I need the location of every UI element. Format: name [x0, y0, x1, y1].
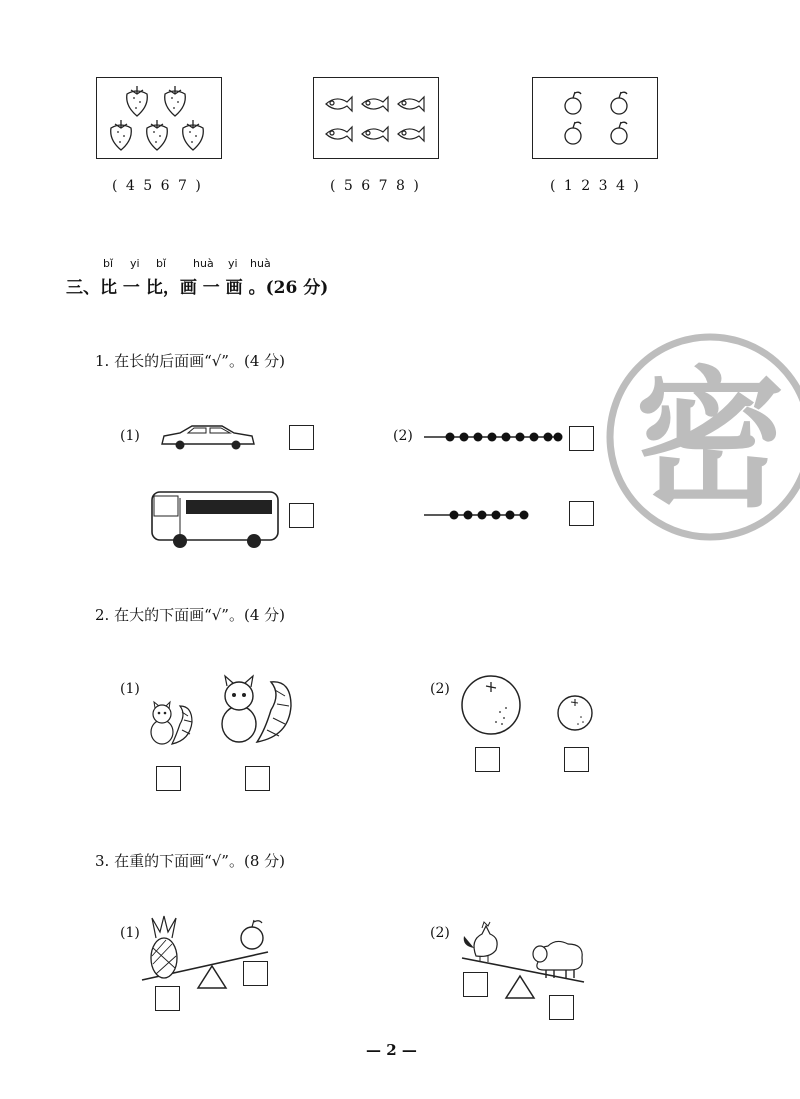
fish-icon — [398, 97, 424, 111]
q1-box-bus[interactable] — [289, 503, 314, 528]
pinyin-yi2: yi — [228, 257, 238, 270]
rooster-icon — [464, 922, 497, 962]
orange-icon — [460, 674, 522, 736]
choices-2: ( 5 6 7 8 ) — [330, 178, 421, 194]
fish-icons — [314, 78, 438, 158]
q1-box-long-string[interactable] — [569, 426, 594, 451]
strawberry-icon — [147, 120, 168, 150]
strawberry-frame — [96, 77, 222, 159]
q3-box-apple[interactable] — [243, 961, 268, 986]
squirrel-icon — [215, 676, 295, 746]
q3-box-pineapple[interactable] — [155, 986, 180, 1011]
q1-box-car[interactable] — [289, 425, 314, 450]
pinyin-yi1: yi — [130, 257, 140, 270]
q2-box-small-squirrel[interactable] — [156, 766, 181, 791]
q1-label-2: (2) — [393, 428, 413, 444]
q2-box-small-orange[interactable] — [564, 747, 589, 772]
sheep-icon — [533, 941, 582, 978]
fish-icon — [398, 127, 424, 141]
fish-icon — [326, 127, 352, 141]
page-number: — 2 — — [366, 1041, 417, 1059]
pinyin-bi1: bǐ — [103, 257, 114, 270]
q2-label-1: (1) — [120, 681, 140, 697]
orange-icon — [555, 693, 595, 733]
strawberry-icon — [165, 86, 186, 116]
apple-icons — [533, 78, 657, 158]
section-title: 三、比 一 比，画 一 画 。(26 分) — [66, 278, 329, 298]
q3-label-1: (1) — [120, 925, 140, 941]
apple-icon — [241, 920, 263, 949]
strawberry-icon — [111, 120, 132, 150]
apple-frame — [532, 77, 658, 159]
q1-label-1: (1) — [120, 428, 140, 444]
strawberry-icons — [97, 78, 221, 158]
q1-box-short-string[interactable] — [569, 501, 594, 526]
pineapple-icon — [151, 916, 177, 978]
choices-3: ( 1 2 3 4 ) — [550, 178, 641, 194]
bus-icon — [150, 488, 280, 550]
q2-label-2: (2) — [430, 681, 450, 697]
q3-label-2: (2) — [430, 925, 450, 941]
pinyin-bi2: bǐ — [156, 257, 167, 270]
question-3: 3. 在重的下面画“√”。(8 分) — [95, 852, 285, 870]
question-2: 2. 在大的下面画“√”。(4 分) — [95, 606, 285, 624]
fish-frame — [313, 77, 439, 159]
bead-string-long — [424, 430, 564, 444]
q2-box-big-orange[interactable] — [475, 747, 500, 772]
fish-icon — [362, 97, 388, 111]
apple-icon — [565, 122, 581, 144]
q3-box-sheep[interactable] — [549, 995, 574, 1020]
squirrel-icon — [146, 700, 196, 748]
stamp-char: 密 — [634, 354, 786, 528]
fish-icon — [362, 127, 388, 141]
strawberry-icon — [127, 86, 148, 116]
apple-icon — [565, 92, 581, 114]
pinyin-hua1: huà — [193, 257, 214, 270]
pinyin-hua2: huà — [250, 257, 271, 270]
q2-box-big-squirrel[interactable] — [245, 766, 270, 791]
question-1: 1. 在长的后面画“√”。(4 分) — [95, 352, 285, 370]
fish-icon — [326, 97, 352, 111]
car-icon — [160, 424, 256, 450]
strawberry-icon — [183, 120, 204, 150]
apple-icon — [611, 92, 627, 114]
bead-string-short — [424, 508, 534, 522]
q3-box-rooster[interactable] — [463, 972, 488, 997]
confidential-stamp — [600, 322, 800, 562]
choices-1: ( 4 5 6 7 ) — [112, 178, 203, 194]
apple-icon — [611, 122, 627, 144]
